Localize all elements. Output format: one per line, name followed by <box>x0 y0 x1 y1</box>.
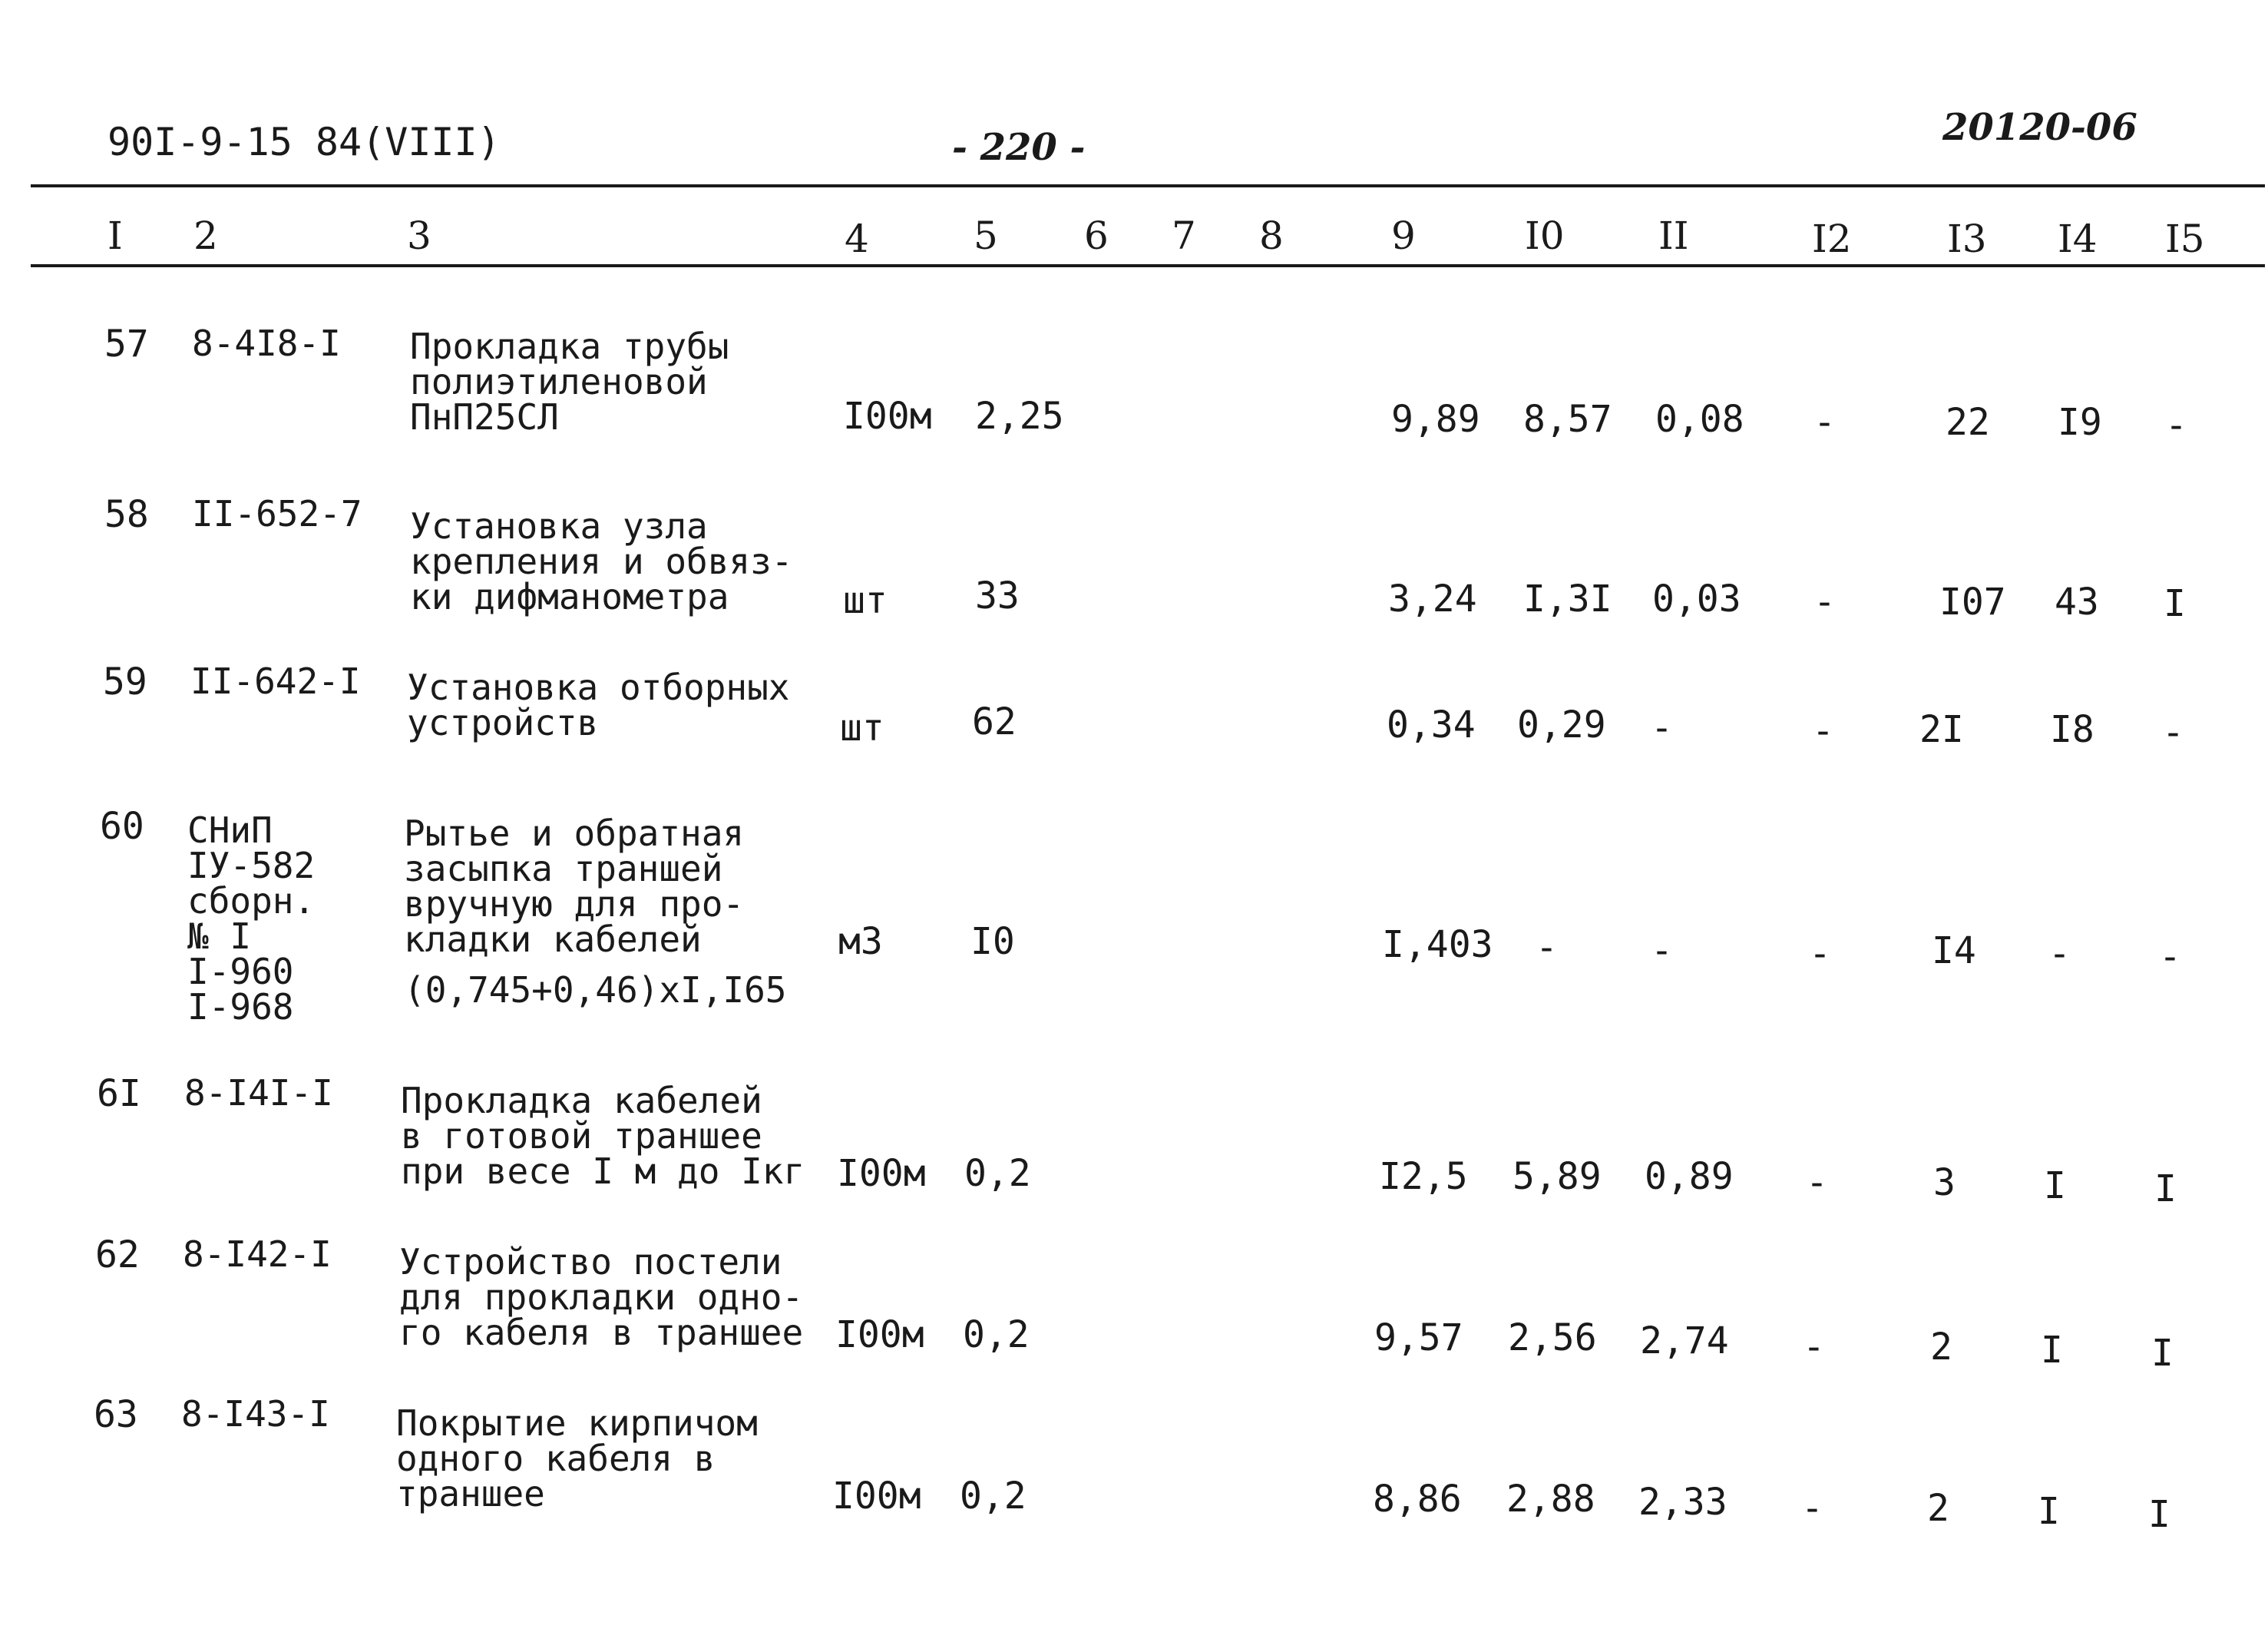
row-col10: I,3I <box>1523 578 1612 621</box>
column-header-6: 6 <box>1084 214 1109 258</box>
column-header-1: I <box>107 214 123 258</box>
row-description: полиэтиленовой <box>410 361 708 402</box>
row-col11: - <box>1651 707 1673 750</box>
row-quantity: 62 <box>972 700 1017 743</box>
row-col13: 2 <box>1927 1487 1949 1530</box>
column-header-10: I0 <box>1525 214 1565 258</box>
row-col15: - <box>2159 935 2181 978</box>
row-unit: I00м <box>835 1313 924 1356</box>
row-col10: 5,89 <box>1513 1155 1602 1198</box>
row-col14: I9 <box>2058 401 2102 444</box>
row-description: траншее <box>396 1473 545 1514</box>
row-col9: 9,57 <box>1374 1316 1463 1359</box>
row-col12: - <box>1812 710 1834 753</box>
row-col15: - <box>2165 404 2187 447</box>
row-description: Покрытие кирпичом <box>396 1402 758 1444</box>
row-unit: шт <box>843 579 888 622</box>
row-col14: I8 <box>2050 708 2094 751</box>
column-header-3: 3 <box>407 214 431 258</box>
column-header-4: 4 <box>845 217 869 261</box>
row-unit: I00м <box>843 395 932 438</box>
row-col12: - <box>1806 1161 1828 1204</box>
row-code: II-652-7 <box>192 493 362 535</box>
row-col15: I <box>2148 1493 2170 1536</box>
row-description: для прокладки одно- <box>399 1276 804 1318</box>
row-number: 59 <box>103 660 147 703</box>
row-col12: - <box>1801 1487 1823 1530</box>
row-description: Прокладка трубы <box>410 326 729 367</box>
row-description: вручную для про- <box>404 883 745 925</box>
row-col9: 9,89 <box>1391 398 1480 441</box>
row-quantity: I0 <box>970 920 1015 963</box>
row-description: ки дифманометра <box>410 576 729 617</box>
row-code: I-968 <box>187 986 294 1028</box>
row-unit: I00м <box>837 1152 926 1195</box>
row-code: № I <box>187 915 252 957</box>
row-description: Рытье и обратная <box>404 813 745 854</box>
row-quantity: 0,2 <box>964 1152 1031 1195</box>
row-col13: 2I <box>1919 708 1964 751</box>
row-col12: - <box>1809 932 1831 975</box>
row-col13: I07 <box>1939 581 2006 624</box>
header-top-rule <box>31 184 2265 187</box>
row-col13: 22 <box>1946 401 1990 444</box>
row-col14: - <box>2048 932 2071 975</box>
row-col13: I4 <box>1932 929 1976 972</box>
row-description: засыпка траншей <box>404 848 723 889</box>
column-header-5: 5 <box>974 214 998 258</box>
column-header-15: I5 <box>2165 217 2205 261</box>
row-col9: I2,5 <box>1379 1155 1468 1198</box>
row-col11: 2,33 <box>1638 1481 1727 1524</box>
row-col15: I <box>2151 1332 2174 1375</box>
row-description: кладки кабелей <box>404 919 702 960</box>
row-col13: 3 <box>1933 1161 1956 1204</box>
row-col9: 0,34 <box>1387 703 1476 746</box>
row-unit: шт <box>840 707 884 750</box>
row-description: Устройство постели <box>399 1241 782 1283</box>
row-description: в готовой траншее <box>401 1115 762 1157</box>
row-description: го кабеля в траншее <box>399 1312 804 1353</box>
row-col11: - <box>1651 929 1673 972</box>
page-number: - 220 - <box>952 126 1086 169</box>
row-description: устройств <box>407 702 599 743</box>
row-code: сборн. <box>187 880 316 922</box>
row-col10: 0,29 <box>1517 703 1606 746</box>
row-number: 63 <box>94 1393 138 1436</box>
row-col12: - <box>1813 401 1836 444</box>
row-col11: 2,74 <box>1640 1319 1729 1362</box>
row-number: 6I <box>97 1072 141 1115</box>
row-col14: I <box>2038 1490 2060 1533</box>
sheet-id: 20120-06 <box>1942 106 2137 149</box>
row-number: 60 <box>100 805 144 848</box>
column-header-13: I3 <box>1947 217 1987 261</box>
row-code: 8-I42-I <box>183 1233 332 1275</box>
row-code: 8-I4I-I <box>184 1072 333 1114</box>
row-unit: I00м <box>832 1475 921 1518</box>
row-col10: 2,88 <box>1506 1478 1595 1521</box>
row-col11: 0,89 <box>1645 1155 1734 1198</box>
document-code: 90I-9-15 84(VIII) <box>107 120 501 164</box>
row-col10: 8,57 <box>1523 398 1612 441</box>
row-description: при весе I м до Iкг <box>401 1150 805 1192</box>
row-quantity: 2,25 <box>975 395 1064 438</box>
row-code: II-642-I <box>190 660 361 702</box>
row-col10: - <box>1536 926 1558 969</box>
row-col14: I <box>2044 1164 2066 1207</box>
row-code: СНиП <box>187 809 273 851</box>
row-col15: - <box>2162 711 2184 754</box>
row-col15: I <box>2154 1167 2177 1210</box>
row-code: 8-I43-I <box>181 1393 330 1435</box>
header-bottom-rule <box>31 264 2265 267</box>
row-col14: 43 <box>2055 581 2099 624</box>
column-header-11: II <box>1658 214 1689 258</box>
row-col11: 0,08 <box>1655 398 1744 441</box>
row-number: 57 <box>104 323 149 366</box>
row-description: (0,745+0,46)xI,I65 <box>404 969 787 1011</box>
row-quantity: 33 <box>975 574 1020 617</box>
row-code: I-960 <box>187 951 294 992</box>
column-header-14: I4 <box>2058 217 2098 261</box>
column-header-8: 8 <box>1259 214 1284 258</box>
row-code: 8-4I8-I <box>192 323 341 364</box>
column-header-12: I2 <box>1812 217 1852 261</box>
row-col15: I <box>2164 582 2186 625</box>
row-description: ПнП25СЛ <box>410 396 559 438</box>
row-col12: - <box>1813 581 1836 624</box>
row-description: одного кабеля в <box>396 1438 716 1479</box>
row-number: 58 <box>104 493 149 536</box>
row-col11: 0,03 <box>1652 578 1741 621</box>
row-unit: м3 <box>838 920 883 963</box>
row-description: Установка узла <box>410 505 708 547</box>
column-header-7: 7 <box>1172 214 1196 258</box>
row-description: крепления и обвяз- <box>410 541 793 582</box>
column-header-2: 2 <box>193 214 218 258</box>
row-col10: 2,56 <box>1508 1316 1597 1359</box>
column-header-9: 9 <box>1391 214 1416 258</box>
row-number: 62 <box>95 1233 140 1276</box>
row-col14: I <box>2041 1329 2063 1372</box>
row-description: Прокладка кабелей <box>401 1080 762 1121</box>
row-col9: I,403 <box>1382 923 1493 966</box>
row-col9: 8,86 <box>1373 1478 1462 1521</box>
row-col9: 3,24 <box>1388 578 1477 621</box>
row-col12: - <box>1803 1326 1825 1369</box>
row-quantity: 0,2 <box>963 1313 1030 1356</box>
row-quantity: 0,2 <box>960 1475 1027 1518</box>
row-code: IУ-582 <box>187 845 316 886</box>
row-col13: 2 <box>1930 1326 1952 1369</box>
row-description: Установка отборных <box>407 667 790 708</box>
